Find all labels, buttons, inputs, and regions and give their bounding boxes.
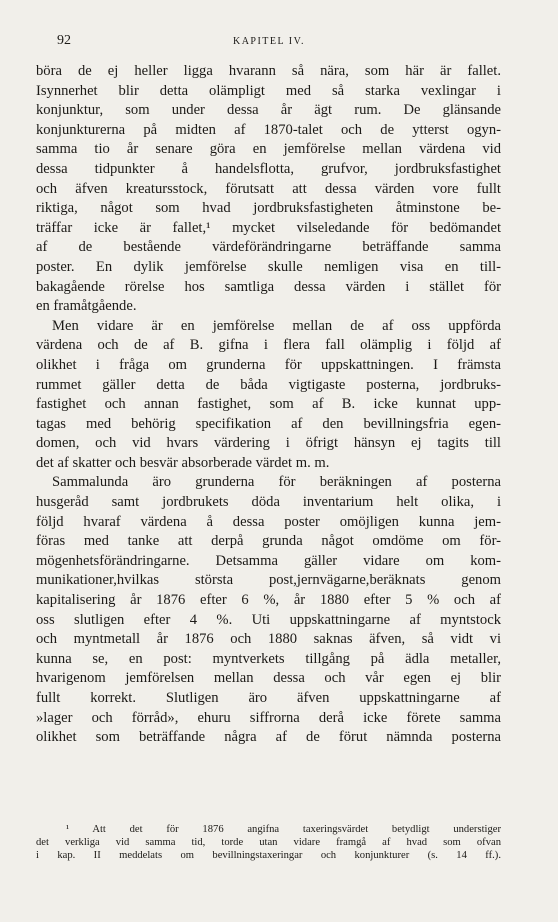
running-header <box>36 33 502 53</box>
text-line: husgeråd samt jordbrukets döda inventarium helt olika, i <box>36 494 501 511</box>
text-line: olikhet i fråga om grunderna för uppskattningen. I främsta <box>36 356 501 373</box>
chapter-heading: KAPITEL IV. <box>232 36 306 47</box>
text-line: poster. En dylik jemförelse skulle nemligen visa en till- <box>36 258 501 275</box>
text-line: samma tio år senare göra en jemförelse mellan värdena vid <box>36 141 501 158</box>
text-line: värdena och de af B. gifna i flera fall olämplig i följd af <box>36 337 501 354</box>
text-line: och äfven kreatursstock, förutsatt att dessa värden vore fullt <box>36 180 501 197</box>
text-line: »lager och förråd», ehuru siffrorna derå icke förete samma <box>36 709 501 726</box>
text-line: Isynnerhet blir detta olämpligt med så starka vexlingar i <box>36 82 501 99</box>
body-text <box>36 62 501 748</box>
footnote-line: ¹ Att det för 1876 angifna taxeringsvärdet betydligt understiger <box>66 824 501 835</box>
text-line: föras med tanke att derpå grunda något omdöme om för- <box>36 533 501 550</box>
footnote-line: det verkliga vid samma tid, torde utan vidare framgå af hvad som ofvan <box>36 837 501 848</box>
text-line: det af skatter och besvär absorberade värdet m. m. <box>36 454 330 471</box>
text-line: böra de ej heller ligga hvarann så nära, som här är fallet. <box>36 63 501 79</box>
text-line: fastighet och annan fastighet, som af B. icke kunnat upp- <box>36 396 501 413</box>
footnote <box>36 823 501 862</box>
text-line: oss slutligen efter 4 %. Uti uppskattningarne af myntstock <box>36 611 501 628</box>
text-line: konjunkturerna på midten af 1870-talet och de ytterst ogyn- <box>36 121 501 138</box>
text-line: mögenhetsförändringarne. Detsamma gäller vidare om kom- <box>36 552 501 569</box>
text-line: en framåtgående. <box>36 298 137 315</box>
text-line: och myntmetall år 1876 och 1880 saknas äfven, så vidt vi <box>36 631 501 648</box>
text-line: rummet gäller detta de båda vigtigaste posterna, jordbruks- <box>36 376 501 393</box>
page-number: 92 <box>57 33 71 48</box>
text-line: Men vidare är en jemförelse mellan de af oss uppförda <box>52 317 501 334</box>
text-line: fullt korrekt. Slutligen äro äfven uppskattningarne af <box>36 690 501 706</box>
text-line: kunna se, en post: myntverkets tillgång på ädla metaller, <box>36 650 501 667</box>
text-line: kapitalisering år 1876 efter 6 %, år 1880 efter 5 % och af <box>36 592 501 609</box>
text-line: munikationer,hvilkas största post,jernvägarne,beräknats genom <box>36 572 501 589</box>
text-line: konjunktur, som under dessa år ägt rum. De glänsande <box>36 102 501 119</box>
text-line: af de bestående värdeförändringarne beträffande samma <box>36 239 501 256</box>
text-line: dessa tidpunkter å handelsflotta, grufvor, jordbruksfastighet <box>36 160 501 177</box>
text-line: Sammalunda äro grunderna för beräkningen af posterna <box>52 474 501 491</box>
text-line: följd hvaraf värdena å dessa poster omöjligen kunna jem- <box>36 513 501 530</box>
text-line: domen, och vid hvars värdering i öfrigt hänsyn ej tagits till <box>36 435 501 452</box>
text-line: bakagående rörelse hos samtliga dessa värden i stället för <box>36 278 501 295</box>
footnote-line: i kap. II meddelats om bevillningstaxeringar och konjunkturer (s. 14 ff.). <box>36 850 501 861</box>
text-line: träffar icke är fallet,¹ mycket vilseledande för bedömandet <box>36 219 501 236</box>
text-line: tagas med behörig specifikation af den bevillningsfria egen- <box>36 415 501 432</box>
text-line: riktiga, något som hvad jordbruksfastigheten åtminstone be- <box>36 200 501 217</box>
text-line: olikhet som beträffande några af de förut nämnda posterna <box>36 729 501 746</box>
text-line: hvarigenom jemförelsen mellan dessa och vår egen ej blir <box>36 670 501 687</box>
